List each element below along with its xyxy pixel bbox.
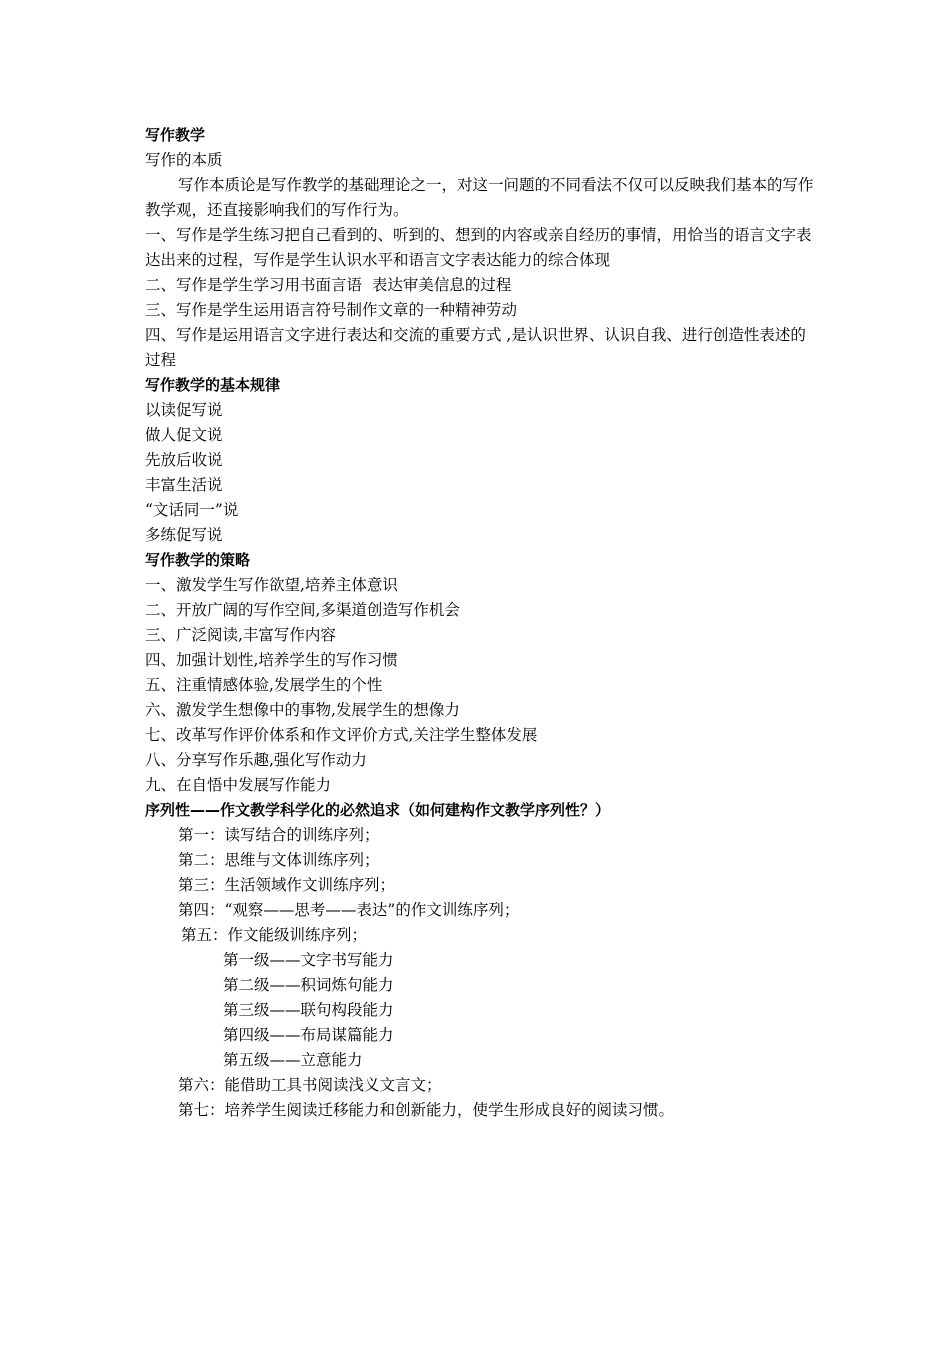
strategy-item: 八、分享写作乐趣,强化写作动力 — [145, 751, 367, 769]
strategy-item: 三、广泛阅读,丰富写作内容 — [145, 626, 336, 644]
rule-item: 丰富生活说 — [145, 476, 223, 494]
strategy-item: 二、开放广阔的写作空间,多渠道创造写作机会 — [145, 601, 460, 619]
sequence-step: 第二：思维与文体训练序列； — [178, 851, 380, 869]
intro-paragraph: 写作本质论是写作教学的基础理论之一，对这一问题的不同看法不仅可以反映我们基本的写作教学观，还直接影响我们的写作行为。 — [145, 176, 814, 219]
ability-level: 第三级——联句构段能力 — [223, 1001, 394, 1019]
strategy-item: 五、注重情感体验,发展学生的个性 — [145, 676, 383, 694]
rule-item: 以读促写说 — [145, 401, 223, 419]
ability-level: 第一级——文字书写能力 — [223, 951, 394, 969]
strategy-item: 九、在自悟中发展写作能力 — [145, 776, 332, 794]
document-title: 写作教学 — [145, 126, 206, 144]
section-heading-rules: 写作教学的基本规律 — [145, 376, 281, 394]
document-body — [145, 123, 815, 1123]
strategy-item: 六、激发学生想像中的事物,发展学生的想像力 — [145, 701, 460, 719]
rule-item: 先放后收说 — [145, 451, 223, 469]
nature-point: 二、写作是学生学习用书面言语 表达审美信息的过程 — [145, 276, 512, 294]
sequence-step: 第六：能借助工具书阅读浅义文言文； — [178, 1076, 442, 1094]
section-heading-strategy: 写作教学的策略 — [145, 551, 251, 569]
rule-item: 做人促文说 — [145, 426, 223, 444]
nature-point: 四、写作是运用语言文字进行表达和交流的重要方式 ,是认识世界、认识自我、进行创造性表述的过程 — [145, 326, 806, 369]
nature-point: 一、写作是学生练习把自己看到的、听到的、想到的内容或亲自经历的事情，用恰当的语言文字表达出来的过程，写作是学生认识水平和语言文字表达能力的综合体现 — [145, 226, 812, 269]
strategy-item: 一、激发学生写作欲望,培养主体意识 — [145, 576, 398, 594]
sequence-step: 第五：作文能级训练序列； — [181, 926, 368, 944]
section-heading-nature: 写作的本质 — [145, 151, 223, 169]
sequence-step: 第七：培养学生阅读迁移能力和创新能力，使学生形成良好的阅读习惯。 — [178, 1101, 675, 1119]
rule-item: “文话同一”说 — [145, 501, 239, 519]
ability-level: 第二级——积词炼句能力 — [223, 976, 394, 994]
strategy-item: 七、改革写作评价体系和作文评价方式,关注学生整体发展 — [145, 726, 538, 744]
nature-point: 三、写作是学生运用语言符号制作文章的一种精神劳动 — [145, 301, 518, 319]
section-heading-sequence: 序列性——作文教学科学化的必然追求（如何建构作文教学序列性？） — [145, 801, 611, 819]
ability-level: 第五级——立意能力 — [223, 1051, 363, 1069]
sequence-step: 第一：读写结合的训练序列； — [178, 826, 380, 844]
sequence-step: 第三：生活领域作文训练序列； — [178, 876, 396, 894]
rule-item: 多练促写说 — [145, 526, 223, 544]
sequence-step: 第四：“观察——思考——表达”的作文训练序列； — [178, 901, 520, 919]
ability-level: 第四级——布局谋篇能力 — [223, 1026, 394, 1044]
strategy-item: 四、加强计划性,培养学生的写作习惯 — [145, 651, 398, 669]
